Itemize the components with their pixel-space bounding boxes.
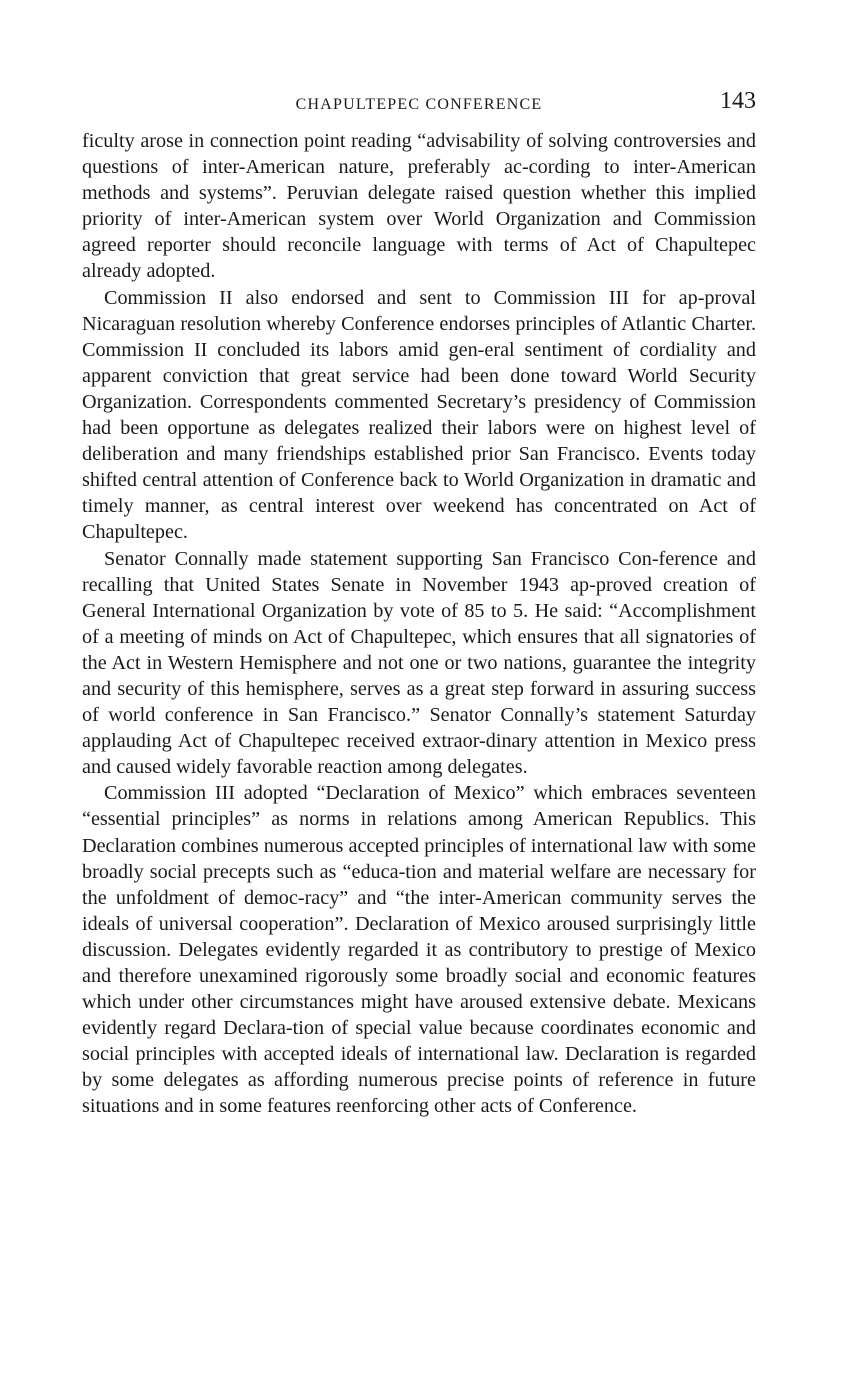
page-number: 143 (720, 88, 756, 114)
paragraph-commission-ii: Commission II also endorsed and sent to Commission III for ap-proval Nicaraguan resolution whereby Conference endorses principles of Atlantic Charter. Commission II concluded its labors amid gen-eral sentiment of cordiality and apparent conviction that great service had been done toward World Security Organization. Correspondents commented Secretary’s presidency of Commission had been opportune as delegates realized their labors were on highest level of deliberation and many friendships established prior San Francisco. Events today shifted central attention of Conference back to World Organization in dramatic and timely manner, as central interest over weekend has concentrated on Act of Chapultepec. (82, 286, 756, 544)
document-page (82, 88, 756, 1120)
body-text (82, 128, 756, 1120)
paragraph-senator-connally: Senator Connally made statement supporting San Francisco Con-ference and recalling that United States Senate in November 1943 ap-proved creation of General International Organization by vote of 85 to 5. He said: “Accomplishment of a meeting of minds on Act of Chapultepec, which ensures that all signatories of the Act in Western Hemisphere and not one or two nations, guarantee the integrity and security of this hemisphere, serves as a great step forward in assuring success of world conference in San Francisco.” Senator Connally’s statement Saturday applauding Act of Chapultepec received extraor-dinary attention in Mexico press and caused widely favorable reaction among delegates. (82, 547, 756, 779)
paragraph-commission-iii: Commission III adopted “Declaration of Mexico” which embraces seventeen “essential principles” as norms in relations among American Republics. This Declaration combines numerous accepted principles of international law with some broadly social precepts such as “educa-tion and material welfare are necessary for the unfoldment of democ-racy” and “the inter-American community serves the ideals of universal cooperation”. Declaration of Mexico aroused surprisingly little discussion. Delegates evidently regarded it as contributory to prestige of Mexico and therefore unexamined rigorously some broadly social and economic features which under other circumstances might have aroused extensive debate. Mexicans evidently regard Declara-tion of special value because coordinates economic and social principles with accepted ideals of international law. Declaration is regarded by some delegates as affording numerous precise points of reference in future situations and in some features reenforcing other acts of Conference. (82, 782, 756, 1118)
paragraph-continuation: ficulty arose in connection point reading “advisability of solving controversies and questions of inter-American nature, preferably ac-cording to inter-American methods and systems”. Peruvian delegate raised question whether this implied priority of inter-American system over World Organization and Commission agreed reporter should reconcile language with terms of Act of Chapultepec already adopted. (82, 130, 756, 283)
running-header (82, 88, 756, 128)
running-title: CHAPULTEPEC CONFERENCE (295, 96, 543, 113)
